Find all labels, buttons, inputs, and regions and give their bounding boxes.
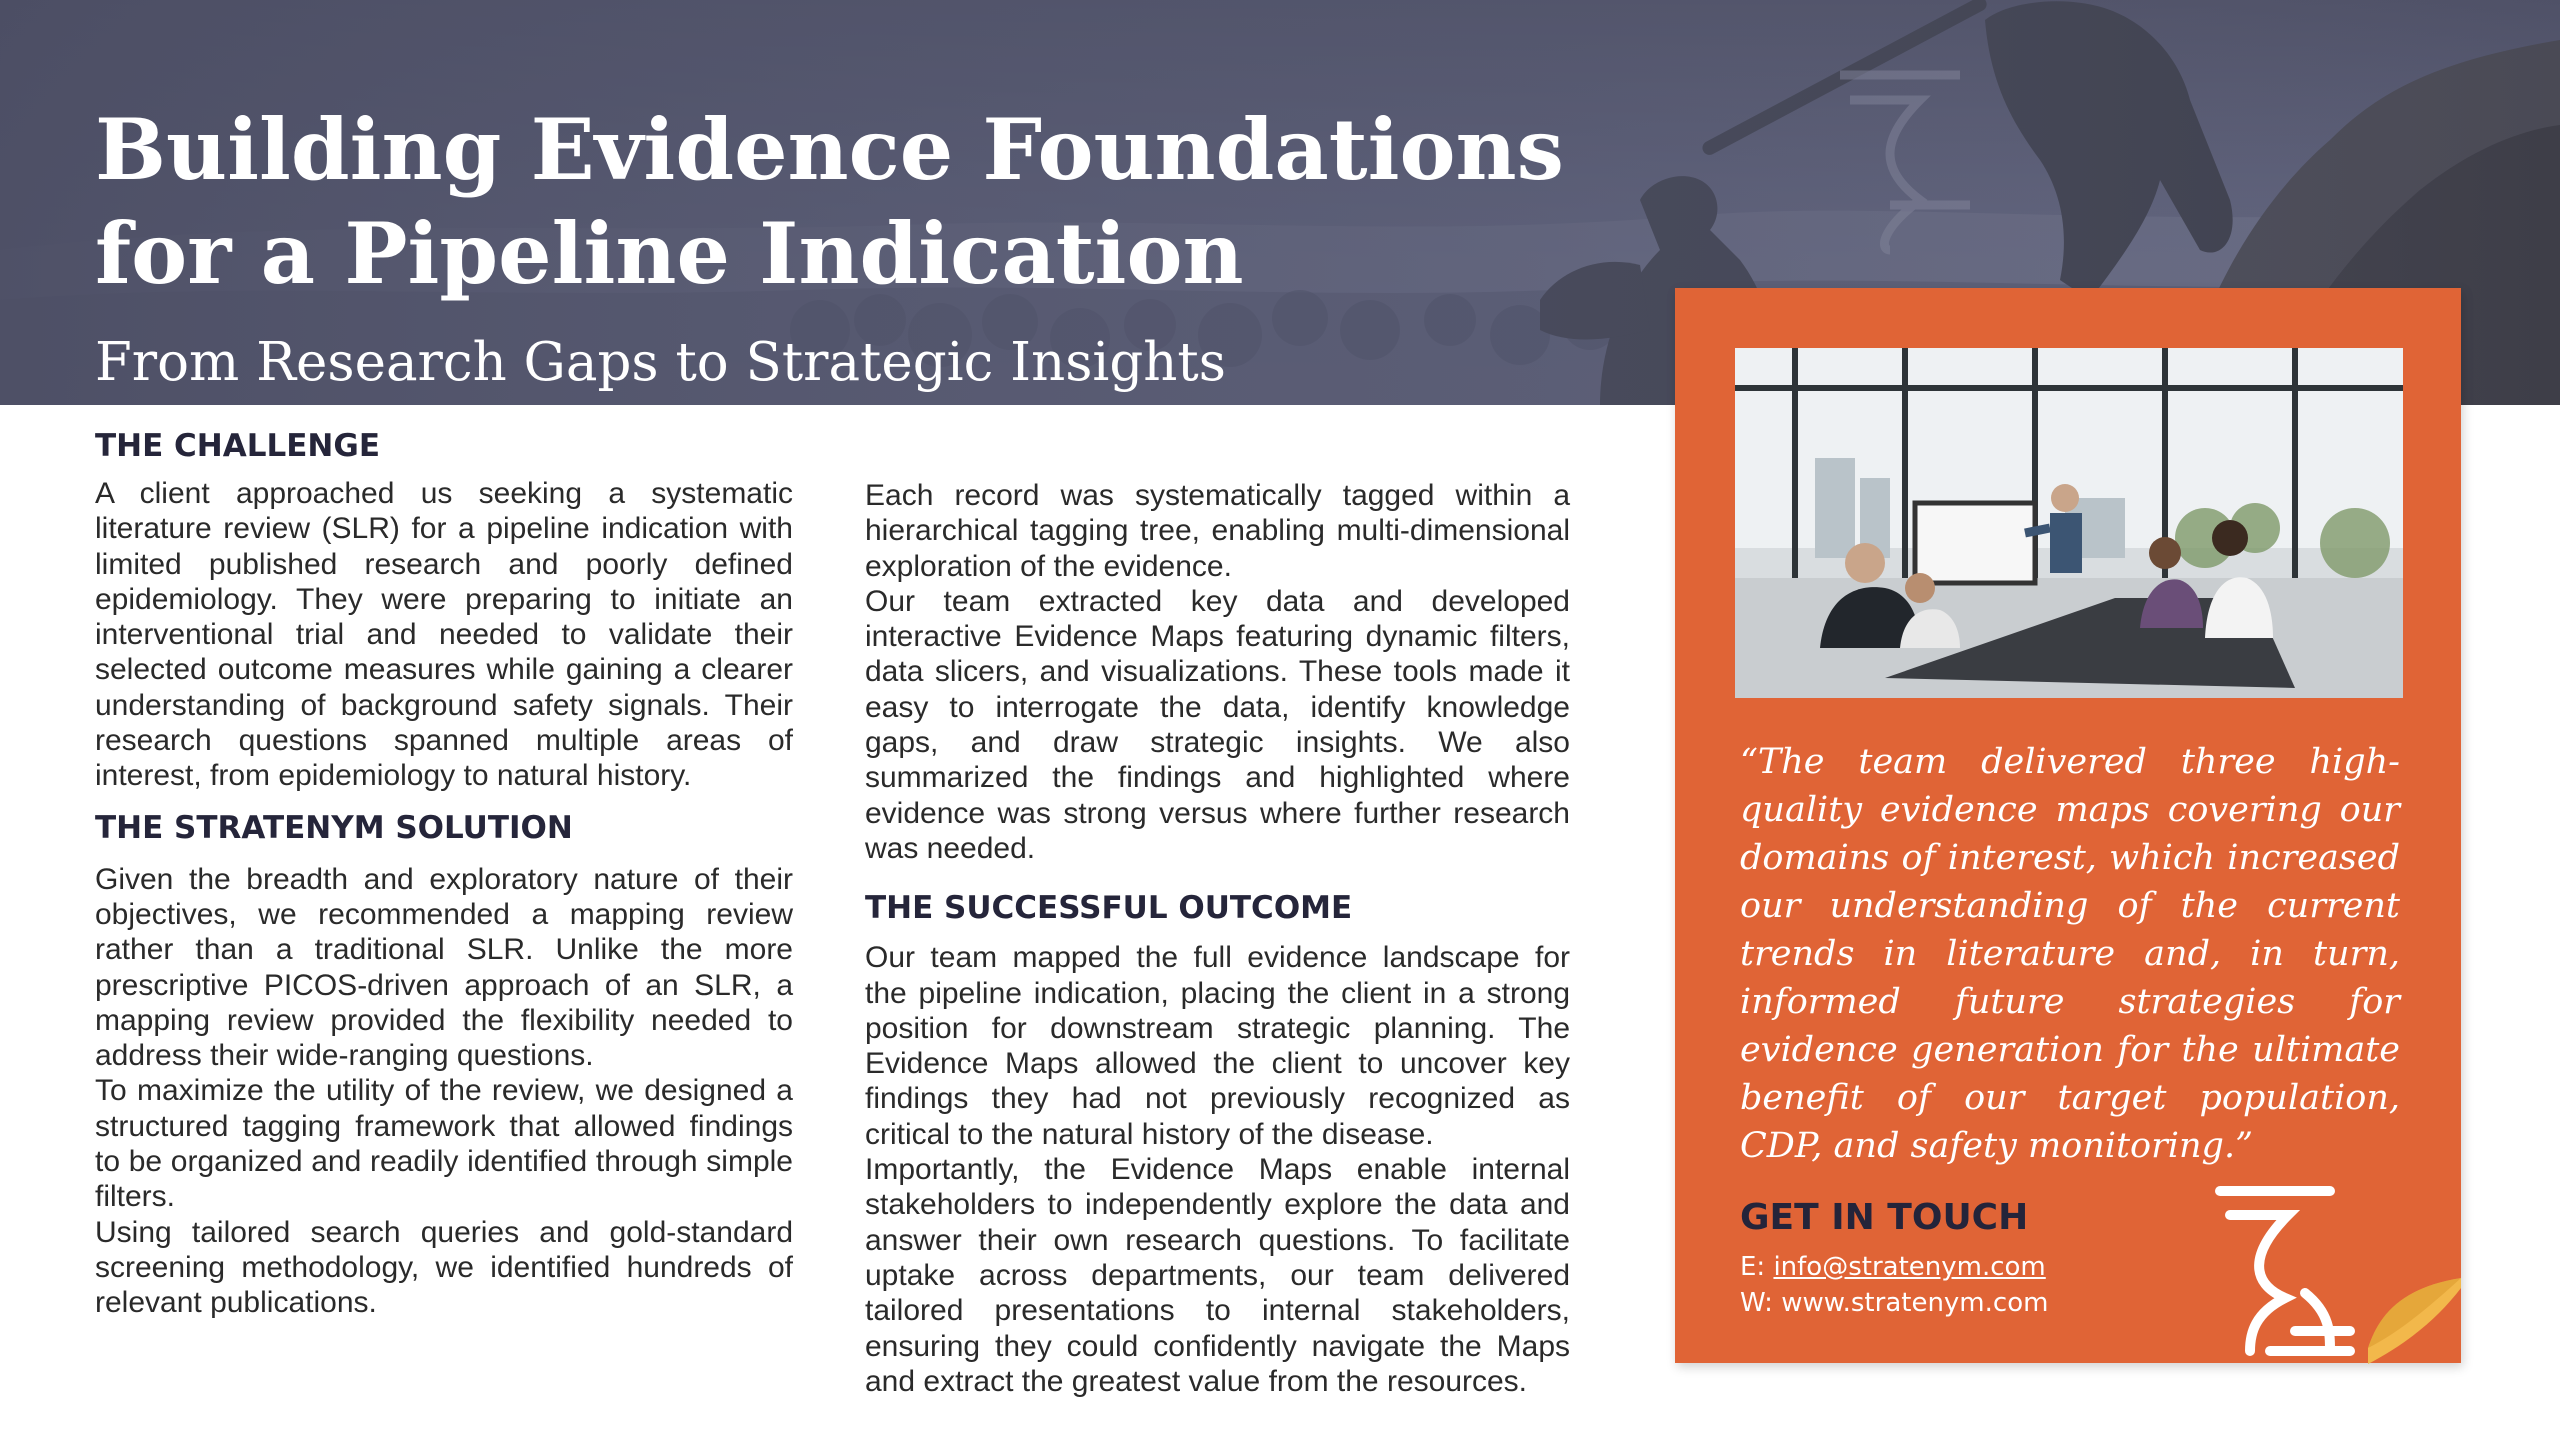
challenge-heading: THE CHALLENGE xyxy=(95,428,380,464)
solution-heading: THE STRATENYM SOLUTION xyxy=(95,809,573,846)
middle-column xyxy=(865,478,1570,1399)
email-line xyxy=(1740,1250,2046,1284)
outcome-paragraph-2: Importantly, the Evidence Maps enable internal stakeholders to independently explore the data and answer their own research questions. To facilitate uptake across departments, our team delivered tailored presentations to internal stakeholders, ensuring they could confidently navigate the Maps and extract the greatest value from the resources. xyxy=(865,1153,1570,1398)
outcome-heading: THE SUCCESSFUL OUTCOME xyxy=(865,890,1353,927)
solution-paragraph-2: To maximize the utility of the review, we designed a structured tagging framework that allowed findings to be organized and readily identified through simple filters. xyxy=(95,1074,793,1214)
email-prefix: E: xyxy=(1740,1252,1774,1282)
meeting-photo-illustration xyxy=(1735,348,2403,698)
meeting-photo xyxy=(1735,348,2403,698)
evidence-maps-paragraph: Our team extracted key data and developed interactive Evidence Maps featuring dynamic filters, data slicers, and visualizations. These tools made it easy to interrogate the data, identify knowledge gaps, and draw strategic insights. We also summarized the findings and highlighted where evidence was strong versus where further research was needed. xyxy=(865,584,1570,865)
solution-paragraph-3: Using tailored search queries and gold-standard screening methodology, we identified hundreds of relevant publications. xyxy=(95,1215,793,1320)
page-title: Building Evidence Foundations for a Pipeline Indication xyxy=(95,100,1564,303)
client-testimonial: “The team delivered three high-quality evidence maps covering our domains of interest, which increased our understanding of the current trends in literature and, in turn, informed future strategies for evidence generation for the ultimate benefit of our target population, CDP, and safety monitoring.” xyxy=(1740,742,2400,1166)
outcome-paragraph-1: Our team mapped the full evidence landscape for the pipeline indication, placing the client in a strong position for downstream strategic planning. The Evidence Maps allowed the client to uncover key findings they had not previously recognized as critical to the natural history of the disease. xyxy=(865,941,1570,1151)
left-column xyxy=(95,426,793,1321)
contact-heading: GET IN TOUCH xyxy=(1740,1197,2029,1238)
website-line xyxy=(1740,1286,2048,1320)
tagging-paragraph: Each record was systematically tagged within a hierarchical tagging tree, enabling multi-dimensional exploration of the evidence. xyxy=(865,479,1570,583)
solution-paragraph-1: Given the breadth and exploratory nature of their objectives, we recommended a mapping review rather than a traditional SLR. Unlike the more prescriptive PICOS-driven approach of an SLR, a mapping review provided the flexibility needed to address their wide-ranging questions. xyxy=(95,862,793,1073)
testimonial-card xyxy=(1675,288,2461,1363)
stratenym-logo-icon xyxy=(2210,1183,2370,1363)
page-curl-corner-icon xyxy=(2368,1278,2463,1366)
page-subtitle: From Research Gaps to Strategic Insights xyxy=(95,332,1226,393)
website-text: www.stratenym.com xyxy=(1781,1288,2049,1318)
website-prefix: W: xyxy=(1740,1288,1782,1318)
challenge-paragraph: A client approached us seeking a systematic literature review (SLR) for a pipeline indication with limited published research and poorly defined epidemiology. They were preparing to initiate an interventional trial and needed to validate their selected outcome measures while gaining a clearer understanding of background safety signals. Their research questions spanned multiple areas of interest, from epidemiology to natural history. xyxy=(95,477,793,793)
email-link[interactable]: info@stratenym.com xyxy=(1773,1252,2046,1282)
